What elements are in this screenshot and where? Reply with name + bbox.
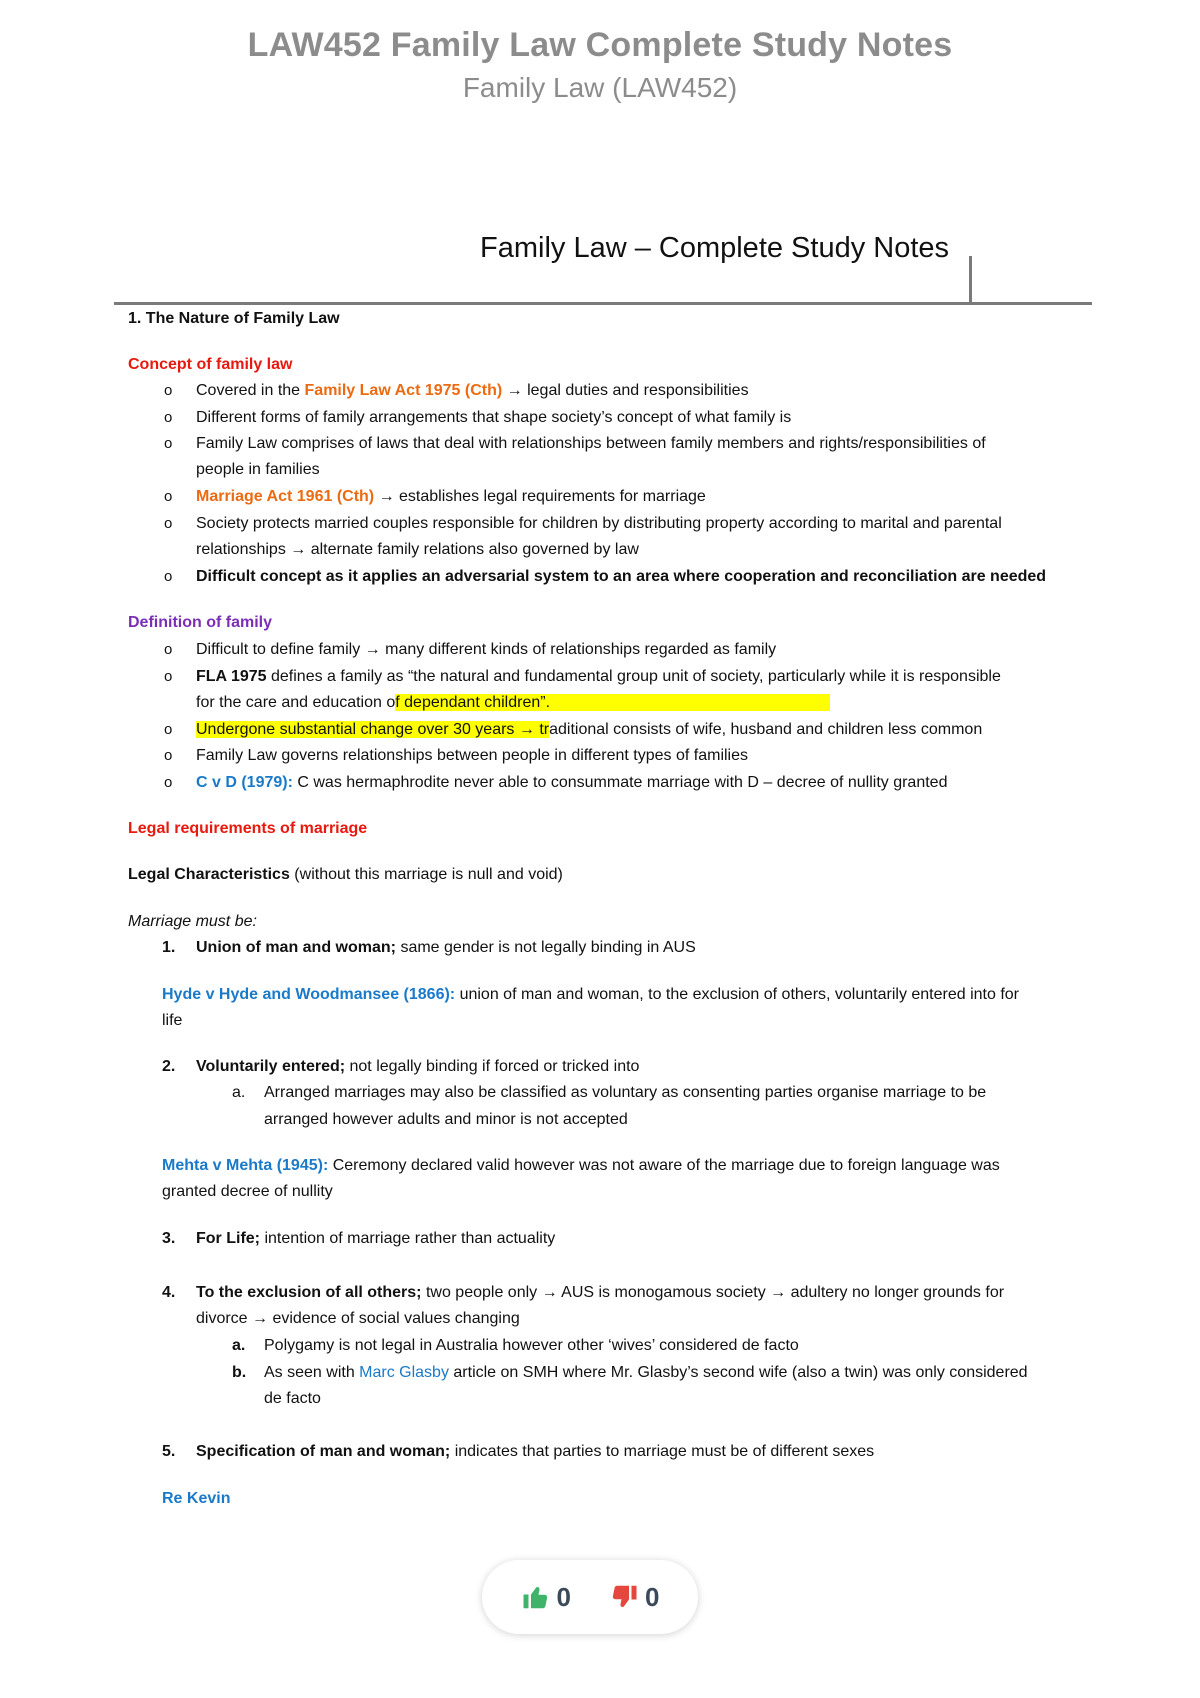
heading-rule-tick [969, 256, 972, 302]
bullet-marker: o [164, 568, 173, 585]
text-run: → establishes legal requirements for marriage [374, 488, 706, 505]
list-number: 3. [162, 1230, 176, 1247]
text-run: Legal Characteristics [128, 866, 290, 883]
text-run: union of man and woman, to the exclusion of others, voluntarily entered into for [455, 986, 1020, 1003]
text-run: C was hermaphrodite never able to consummate marriage with D – decree of nullity granted [292, 774, 948, 791]
bullet-marker: o [164, 721, 173, 738]
text-run: Voluntarily entered; [196, 1058, 346, 1075]
document-header [0, 22, 1200, 108]
concept-heading: Concept of family law [128, 356, 293, 373]
list-number: 2. [162, 1058, 176, 1075]
act-abbreviation: FLA 1975 [196, 668, 267, 685]
sublist-letter: b. [232, 1364, 247, 1381]
bullet-marker: o [164, 515, 173, 532]
section-title: 1. The Nature of Family Law [128, 310, 340, 327]
case-paragraph-continuation: life [162, 1012, 183, 1029]
highlighted-text: Undergone substantial change over 30 years → tr [196, 721, 550, 738]
list-number: 5. [162, 1443, 176, 1460]
text-run: Specification of man and woman; [196, 1443, 451, 1460]
list-item [196, 666, 1001, 688]
list-item [196, 1282, 1004, 1304]
marriage-must-be-label: Marriage must be: [128, 913, 257, 930]
list-number: 4. [162, 1284, 176, 1301]
bullet-marker: o [164, 641, 173, 658]
list-item-continuation: relationships → alternate family relations also governed by law [196, 541, 639, 558]
legal-characteristics [128, 864, 563, 886]
document-subtitle: Family Law (LAW452) [462, 72, 738, 103]
sublist-item [264, 1362, 1028, 1384]
list-item: Difficult to define family → many different kinds of relationships regarded as family [196, 641, 777, 658]
list-item [196, 1056, 639, 1078]
list-item: Society protects married couples responsible for children by distributing property according to marital and parental [196, 515, 1002, 532]
thumbs-up-icon [521, 1582, 551, 1612]
text-run: aditional consists of wife, husband and children less common [549, 721, 983, 738]
highlighted-text: f dependant children”. [395, 694, 830, 711]
case-paragraph [162, 984, 1019, 1006]
list-item [196, 937, 696, 959]
vote-bar [482, 1560, 698, 1634]
page-heading: Family Law – Complete Study Notes [480, 232, 950, 264]
case-citation: Hyde v Hyde and Woodmansee (1866): [162, 986, 456, 1003]
bullet-marker: o [164, 774, 173, 791]
text-run: article on SMH where Mr. Glasby’s second wife (also a twin) was only considered [448, 1364, 1028, 1381]
case-paragraph [162, 1155, 1000, 1177]
text-run: two people only → AUS is monogamous society → adultery no longer grounds for [421, 1284, 1005, 1301]
downvote-button[interactable] [609, 1582, 659, 1613]
list-item-continuation: people in families [196, 461, 320, 478]
sublist-item-continuation: arranged however adults and minor is not accepted [264, 1111, 628, 1128]
act-reference: Marriage Act 1961 (Cth) [196, 488, 375, 505]
list-item [196, 1228, 555, 1250]
list-item [196, 719, 982, 741]
bullet-marker: o [164, 668, 173, 685]
text-run: same gender is not legally binding in AUS [396, 939, 696, 956]
sublist-item-continuation: de facto [264, 1390, 321, 1407]
list-item: Family Law comprises of laws that deal with relationships between family members and rights/responsibilities of [196, 435, 986, 452]
list-item-continuation [196, 692, 830, 714]
definition-heading: Definition of family [128, 614, 272, 631]
text-run: indicates that parties to marriage must be of different sexes [450, 1443, 875, 1460]
text-run: for the care and education o [196, 694, 396, 711]
text-run: not legally binding if forced or tricked into [345, 1058, 640, 1075]
list-item [196, 486, 706, 508]
text-run: Covered in the [196, 382, 305, 399]
bullet-marker: o [164, 747, 173, 764]
text-run: For Life; [196, 1230, 260, 1247]
bullet-marker: o [164, 488, 173, 505]
upvote-button[interactable] [521, 1582, 571, 1613]
document-title: LAW452 Family Law Complete Study Notes [247, 26, 953, 64]
sublist-letter: a. [232, 1084, 246, 1101]
text-run: To the exclusion of all others; [196, 1284, 422, 1301]
bullet-marker: o [164, 382, 173, 399]
text-run: Union of man and woman; [196, 939, 396, 956]
person-reference: Marc Glasby [359, 1364, 449, 1381]
upvote-count: 0 [556, 1581, 571, 1612]
downvote-count: 0 [645, 1581, 660, 1612]
list-item: Difficult concept as it applies an adversarial system to an area where cooperation and reconciliation are needed [196, 568, 1047, 585]
case-citation: Mehta v Mehta (1945): [162, 1157, 329, 1174]
list-item: Family Law governs relationships between people in different types of families [196, 747, 748, 764]
text-run: (without this marriage is null and void) [289, 866, 563, 883]
text-run: defines a family as “the natural and fundamental group unit of society, particularly while it is responsible [266, 668, 1001, 685]
list-item [196, 1441, 874, 1463]
legal-requirements-heading: Legal requirements of marriage [128, 820, 368, 837]
heading-rule [114, 302, 1092, 305]
sublist-item: Arranged marriages may also be classified as voluntary as consenting parties organise marriage to be [264, 1084, 987, 1101]
list-item-continuation: divorce → evidence of social values changing [196, 1310, 520, 1327]
case-citation: C v D (1979): [196, 774, 293, 791]
bullet-marker: o [164, 409, 173, 426]
list-number: 1. [162, 939, 176, 956]
sublist-letter: a. [232, 1337, 246, 1354]
list-item [196, 772, 947, 794]
sublist-item: Polygamy is not legal in Australia however other ‘wives’ considered de facto [264, 1337, 799, 1354]
list-item: Different forms of family arrangements that shape society’s concept of what family is [196, 409, 792, 426]
text-run: As seen with [264, 1364, 360, 1381]
bullet-marker: o [164, 435, 173, 452]
case-paragraph-continuation: granted decree of nullity [162, 1183, 333, 1200]
text-run: intention of marriage rather than actuality [260, 1230, 556, 1247]
list-item [196, 380, 749, 402]
text-run: Ceremony declared valid however was not aware of the marriage due to foreign language was [328, 1157, 1000, 1174]
case-citation: Re Kevin [162, 1490, 231, 1507]
act-reference: Family Law Act 1975 (Cth) [304, 382, 503, 399]
text-run: → legal duties and responsibilities [502, 382, 749, 399]
thumbs-down-icon [609, 1582, 639, 1612]
